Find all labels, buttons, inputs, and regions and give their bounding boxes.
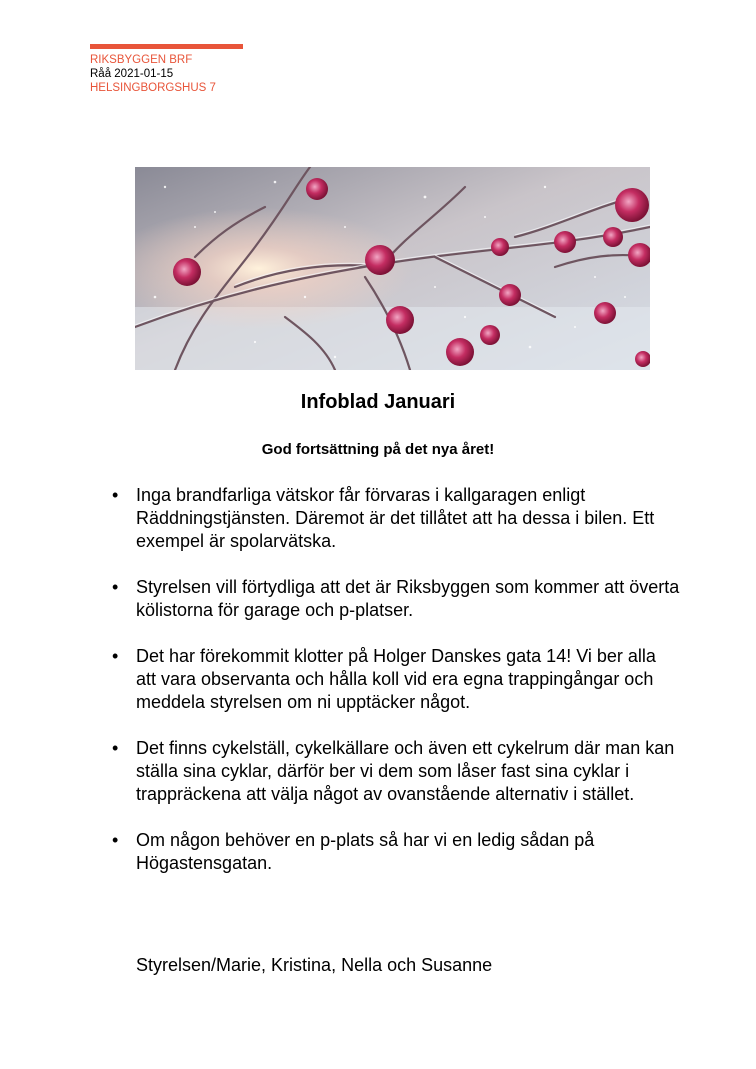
document-title: Infoblad Januari — [300, 391, 456, 413]
announcement-list — [110, 484, 680, 898]
bullet-icon: • — [112, 646, 119, 666]
list-item-text: Det har förekommit klotter på Holger Danskes gata 14! Vi ber alla att vara observanta och hålla koll vid era egna trappingångar och meddela styrelsen om ni upptäcker något. — [136, 646, 656, 712]
bullet-icon: • — [112, 738, 119, 758]
list-item — [110, 645, 680, 714]
date-line: Råå 2021-01-15 — [90, 68, 174, 80]
letterhead — [90, 44, 243, 95]
signature: Styrelsen/Marie, Kristina, Nella och Susanne — [136, 955, 493, 975]
list-item — [110, 737, 680, 806]
list-item — [110, 484, 680, 553]
list-item-text: Styrelsen vill förtydliga att det är Riksbyggen som kommer att överta kölistorna för garage och p-platser. — [136, 577, 680, 620]
bullet-icon: • — [112, 485, 119, 505]
bullet-icon: • — [112, 830, 119, 850]
list-item-text: Om någon behöver en p-plats så har vi en ledig sådan på Högastensgatan. — [136, 830, 595, 873]
bullet-icon: • — [112, 577, 119, 597]
list-item-text: Det finns cykelställ, cykelkällare och även ett cykelrum där man kan ställa sina cyklar, därför ber vi dem som låser fast sina cyklar i trappräckena att välja något av ovanstående alternativ i stället. — [136, 738, 675, 804]
list-item — [110, 829, 680, 875]
accent-bar — [90, 44, 243, 49]
property-name: HELSINGBORGSHUS 7 — [90, 82, 216, 94]
document-subtitle: God fortsättning på det nya året! — [261, 441, 495, 458]
list-item-text: Inga brandfarliga vätskor får förvaras i kallgaragen enligt Räddningstjänsten. Däremot är det tillåtet att ha dessa i bilen. Ett exempel är spolarvätska. — [136, 485, 655, 551]
list-item — [110, 576, 680, 622]
organization-name: RIKSBYGGEN BRF — [90, 54, 193, 66]
header-photo — [135, 167, 650, 370]
frosted-rosehip-image — [135, 167, 650, 370]
